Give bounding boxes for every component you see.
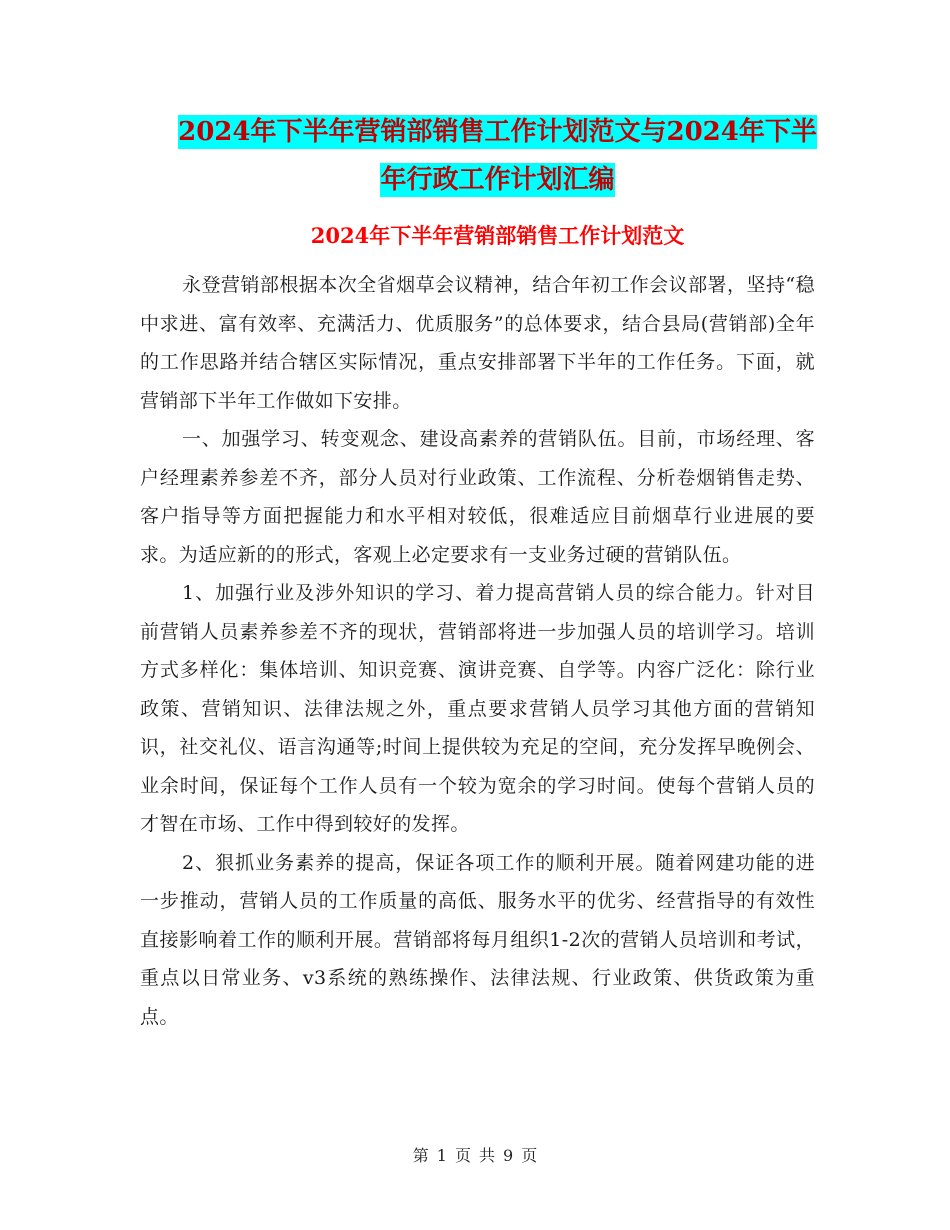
footer-page-word: 页 <box>454 1146 471 1165</box>
footer-total-word: 共 <box>479 1146 496 1165</box>
page-footer <box>0 1144 950 1168</box>
footer-total-pages: 9 <box>503 1146 514 1165</box>
document-title-line-2: 年行政工作计划汇编 <box>380 165 615 195</box>
paragraph-item-2: 2、狠抓业务素养的提高，保证各项工作的顺利开展。随着网建功能的进一步推动，营销人员的工作质量的高低、服务水平的优劣、经营指导的有效性直接影响着工作的顺利开展。营销部将每月组织1-2次的营销人员培训和考试，重点以日常业务、v3系统的熟练操作、法律法规、行业政策、供货政策为重点。 <box>140 851 815 1028</box>
document-title <box>140 108 855 204</box>
document-title-line-1: 2024年下半年营销部销售工作计划范文与2024年下半 <box>178 117 817 147</box>
footer-prefix: 第 <box>412 1146 429 1165</box>
document-body <box>140 266 815 1036</box>
paragraph-intro: 永登营销部根据本次全省烟草会议精神，结合年初工作会议部署，坚持“稳中求进、富有效率、充满活力、优质服务”的总体要求，结合县局(营销部)全年的工作思路并结合辖区实际情况，重点安排部署下半年的工作任务。下面，就营销部下半年工作做如下安排。 <box>140 274 815 412</box>
footer-suffix: 页 <box>521 1146 538 1165</box>
section-title: 2024年下半年营销部销售工作计划范文 <box>310 223 685 248</box>
footer-current-page: 1 <box>436 1146 447 1165</box>
paragraph-section-1: 一、加强学习、转变观念、建设高素养的营销队伍。目前，市场经理、客户经理素养参差不齐，部分人员对行业政策、工作流程、分析卷烟销售走势、客户指导等方面把握能力和水平相对较低，很难适应目前烟草行业进展的要求。为适应新的的形式，客观上必定要求有一支业务过硬的营销队伍。 <box>140 428 815 566</box>
paragraph-item-1: 1、加强行业及涉外知识的学习、着力提高营销人员的综合能力。针对目前营销人员素养参差不齐的现状，营销部将进一步加强人员的培训学习。培训方式多样化：集体培训、知识竞赛、演讲竞赛、自学等。内容广泛化：除行业政策、营销知识、法律法规之外，重点要求营销人员学习其他方面的营销知识，社交礼仪、语言沟通等;时间上提供较为充足的空间，充分发挥早晚例会、业余时间，保证每个工作人员有一个较为宽余的学习时间。使每个营销人员的才智在市场、工作中得到较好的发挥。 <box>140 582 815 835</box>
